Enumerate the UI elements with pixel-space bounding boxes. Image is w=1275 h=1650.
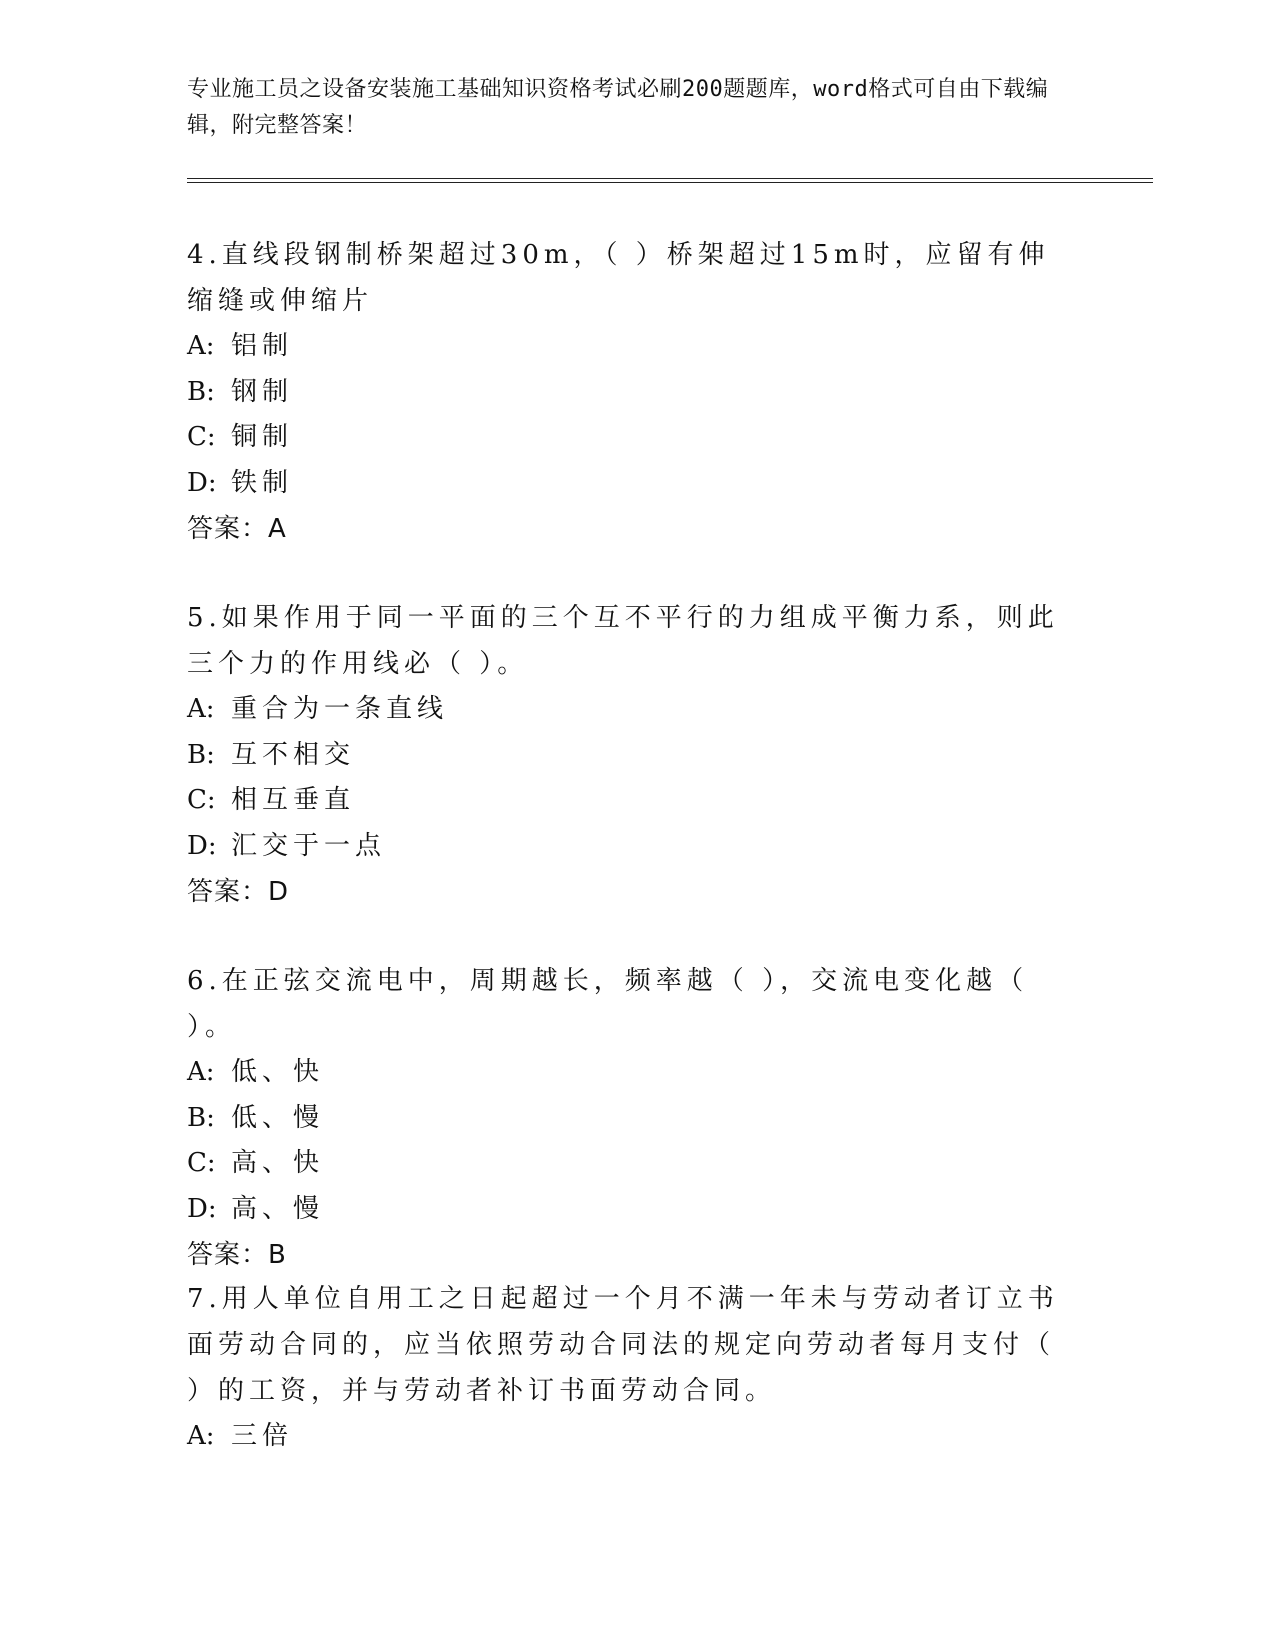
question-text: 7.用人单位自用工之日起超过一个月不满一年未与劳动者订立书面劳动合同的，应当依照劳动合同法的规定向劳动者每月支付（ ）的工资，并与劳动者补订书面劳动合同。 [187,1284,1059,1406]
option-key: A: [187,1057,215,1087]
option-a [187,1050,1067,1096]
option-text: 铝制 [231,331,294,361]
option-key: B: [187,739,215,770]
option-text: 钢制 [231,376,294,407]
answer: 答案：A [187,514,287,544]
option-key: D: [187,830,217,861]
option-key: B: [187,376,215,407]
answer: 答案：B [187,1240,287,1270]
option-text: 互不相交 [231,739,356,770]
option-d [187,1187,1067,1233]
question-4 [187,232,1067,552]
header-title: 专业施工员之设备安装施工基础知识资格考试必刷200题题库，word格式可自由下载编辑，附完整答案！ [187,77,1049,138]
option-key: C: [187,1148,216,1178]
option-text: 高、快 [231,1148,325,1178]
option-key: C: [187,422,216,452]
option-key: B: [187,1102,215,1133]
option-key: A: [187,694,215,724]
question-text: 4.直线段钢制桥架超过30m，（ ）桥架超过15m时，应留有伸缩缝或伸缩片 [187,240,1050,316]
option-key: A: [187,331,215,361]
option-text: 铁制 [231,467,294,498]
option-text: 高、慢 [231,1193,325,1224]
option-key: A: [187,1421,215,1451]
option-c [187,1141,1067,1187]
option-text: 三倍 [231,1421,294,1451]
option-text: 铜制 [231,422,294,452]
option-b [187,370,1067,416]
question-text: 6.在正弦交流电中，周期越长，频率越（ ），交流电变化越（ ）。 [187,966,1029,1042]
option-d [187,824,1067,870]
option-a [187,324,1067,370]
option-text: 低、快 [231,1057,325,1087]
option-text: 汇交于一点 [231,830,387,861]
answer: 答案：D [187,877,290,907]
option-text: 低、慢 [231,1102,325,1133]
option-a [187,1414,1067,1460]
option-c [187,415,1067,461]
option-c [187,778,1067,824]
option-key: C: [187,785,216,815]
option-key: D: [187,1193,217,1224]
header-divider-top [187,178,1153,179]
option-key: D: [187,467,217,498]
option-b [187,733,1067,779]
header-divider-bottom [187,182,1153,183]
document-header [187,72,1067,144]
option-text: 相互垂直 [231,785,356,815]
question-5 [187,595,1067,915]
question-6 [187,958,1067,1278]
question-text: 5.如果作用于同一平面的三个互不平行的力组成平衡力系，则此三个力的作用线必（ ）。 [187,603,1059,679]
option-a [187,687,1067,733]
option-text: 重合为一条直线 [231,694,449,724]
question-7 [187,1276,1067,1460]
option-b [187,1096,1067,1142]
option-d [187,461,1067,507]
